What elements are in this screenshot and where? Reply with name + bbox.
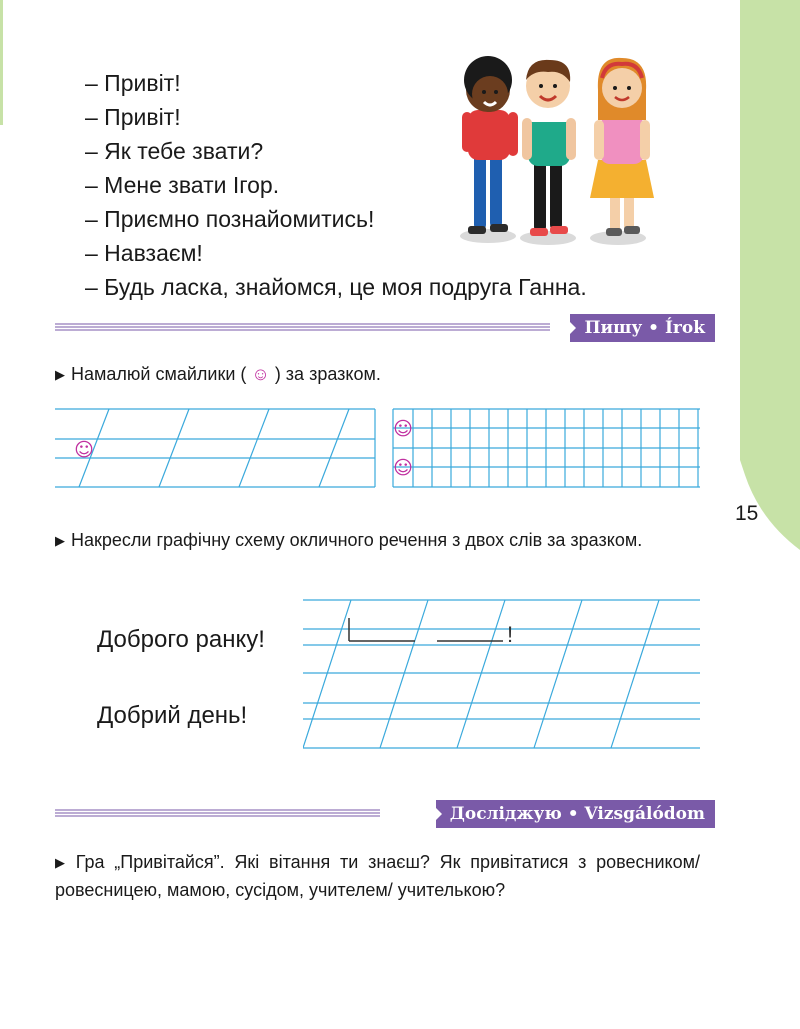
task-text: Намалюй смайлики ( [71, 364, 247, 384]
right-green-tab [740, 0, 800, 550]
task-bullet-icon: ▶ [55, 855, 70, 870]
task-text: ) за зразком. [274, 364, 381, 384]
smiley-practice-grid [55, 405, 705, 491]
dialogue-line: – Мене звати Ігор. [85, 172, 280, 198]
task-text: Гра „Привітайся”. Які вітання ти знаєш? Як привітатися з ровесником/ровесницею, мамою, сусідом, учителем/ учителькою? [55, 852, 700, 900]
task-draw-scheme [55, 527, 700, 555]
dialogue-line: – Привіт! [85, 70, 181, 96]
page-number: 15 [735, 502, 759, 525]
task-text: Накресли графічну схему окличного речення з двох слів за зразком. [71, 530, 643, 550]
dialogue-line: – Привіт! [85, 104, 181, 130]
boy-middle-figure [522, 60, 576, 236]
section-divider-write [55, 322, 550, 332]
section-title-write-label: Пишу • Írok [584, 318, 705, 338]
sample-phrase: Доброго ранку! [97, 626, 265, 653]
section-title-write [570, 314, 715, 342]
smiley-icon: ☺ [251, 364, 270, 384]
task-draw-smileys [55, 361, 381, 389]
dialogue-line: – Як тебе звати? [85, 138, 264, 164]
section-title-explore [436, 800, 715, 828]
sentence-scheme-grid [303, 595, 703, 755]
left-accent-strip [0, 0, 6, 125]
sample-exclamation-mark: ! [507, 622, 514, 647]
sample-smiley-icon: ☺ [393, 418, 413, 440]
three-children-illustration [438, 50, 668, 250]
girl-right-figure [590, 58, 654, 236]
sample-smiley-icon: ☺ [393, 457, 413, 479]
task-bullet-icon: ▶ [55, 367, 65, 382]
task-greeting-game [55, 849, 700, 903]
boy-left-figure [462, 56, 518, 234]
dialogue-line: – Приємно познайомитись! [85, 206, 375, 232]
section-divider-explore [55, 808, 380, 818]
dialogue-line: – Навзаєм! [85, 240, 203, 266]
exercise-phrase: Добрий день! [97, 702, 248, 729]
section-title-explore-label: Досліджую • Vizsgálódom [449, 804, 705, 824]
dialogue-line: – Будь ласка, знайомся, це моя подруга Ганна. [85, 274, 587, 300]
task-bullet-icon: ▶ [55, 533, 65, 548]
sample-smiley-icon: ☺ [74, 439, 94, 461]
